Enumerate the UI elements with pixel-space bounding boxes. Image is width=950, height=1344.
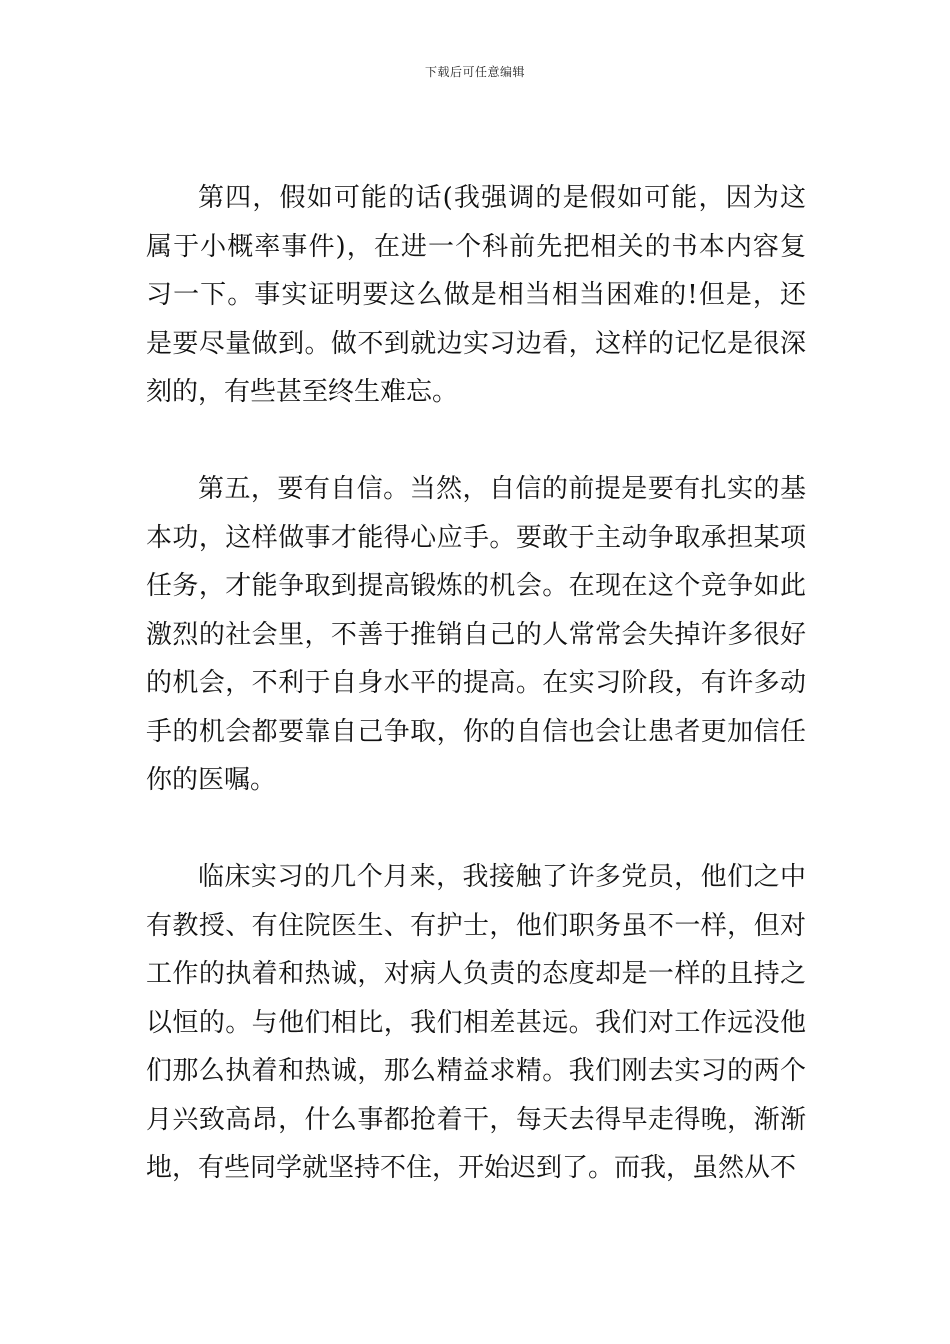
page-header: 下载后可任意编辑 — [424, 65, 525, 79]
paragraph-fifth-point: 第五，要有自信。当然，自信的前提是要有扎实的基本功，这样做事才能得心应手。要敢于主动争取承担某项任务，才能争取到提高锻炼的机会。在现在这个竞争如此激烈的社会里，不善于推销自己的人常常会失掉许多很好的机会，不利于自身水平的提高。在实习阶段，有许多动手的机会都要靠自己争取，你的自信也会让患者更加信任你的医嘱。 — [146, 474, 806, 795]
document-body — [146, 174, 806, 1193]
paragraph-fourth-point: 第四，假如可能的话(我强调的是假如可能，因为这属于小概率事件)，在进一个科前先把相关的书本内容复习一下。事实证明要这么做是相当相当困难的!但是，还是要尽量做到。做不到就边实习边看，这样的记忆是很深刻的，有些甚至终生难忘。 — [146, 183, 806, 407]
paragraph-clinical-internship: 临床实习的几个月来，我接触了许多党员，他们之中有教授、有住院医生、有护士，他们职务虽不一样，但对工作的执着和热诚，对病人负责的态度却是一样的且持之以恒的。与他们相比，我们相差甚远。我们对工作远没他们那么执着和热诚，那么精益求精。我们刚去实习的两个月兴致高昂，什么事都抢着干，每天去得早走得晚，渐渐地，有些同学就坚持不住，开始迟到了。而我，虽然从不 — [146, 862, 806, 1183]
